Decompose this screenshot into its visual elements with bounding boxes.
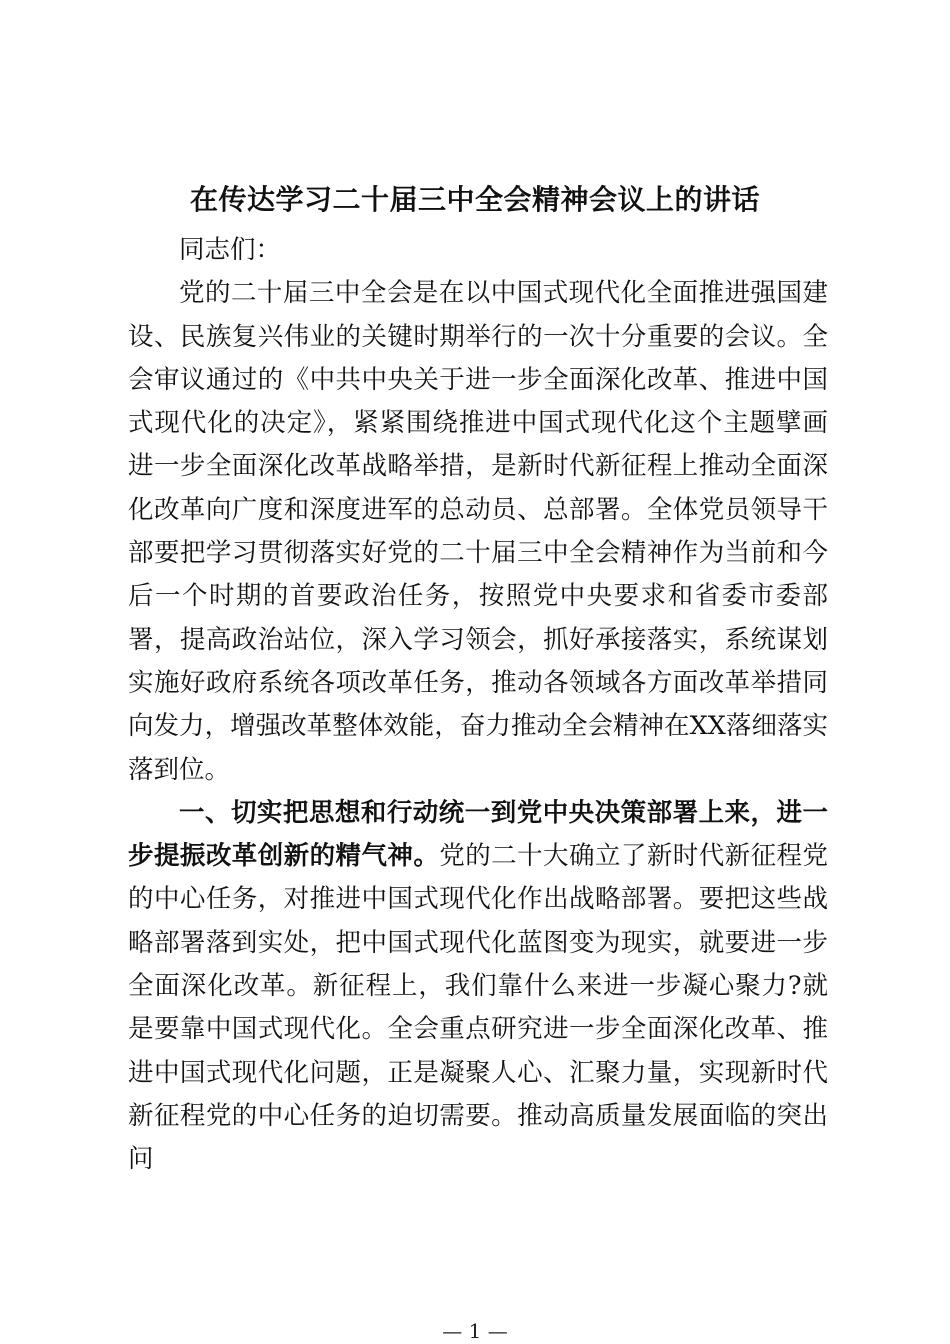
document-body — [128, 229, 828, 1182]
salutation: 同志们： — [179, 235, 282, 265]
paragraph-section-1 — [128, 792, 828, 1182]
section-1-text: 党的二十大确立了新时代新征程党的中心任务，对推进中国式现代化作出战略部署。要把这些战略部署落到实处，把中国式现代化蓝图变为现实，就要进一步全面深化改革。新征程上，我们靠什么来进一步凝心聚力?就是要靠中国式现代化。全会重点研究进一步全面深化改革、推进中国式现代化问题，正是凝聚人心、汇聚力量，实现新时代新征程党的中心任务的迫切需要。推动高质量发展面临的突出问 — [128, 841, 828, 1175]
paragraph-intro: 党的二十届三中全会是在以中国式现代化全面推进强国建设、民族复兴伟业的关键时期举行的一次十分重要的会议。全会审议通过的《中共中央关于进一步全面深化改革、推进中国式现代化的决定》，紧紧围绕推进中国式现代化这个主题擘画进一步全面深化改革战略举措，是新时代新征程上推动全面深化改革向广度和深度进军的总动员、总部署。全体党员领导干部要把学习贯彻落实好党的二十届三中全会精神作为当前和今后一个时期的首要政治任务，按照党中央要求和省委市委部署，提高政治站位，深入学习领会，抓好承接落实，系统谋划实施好政府系统各项改革任务，推动各领域各方面改革举措同向发力，增强改革整体效能，奋力推动全会精神在XX落细落实落到位。 — [128, 278, 828, 785]
section-1-heading: 一、切实把思想和行动统一到党中央决策部署上来，进一步提振改革创新的精气神。 — [128, 797, 828, 872]
document-title: 在传达学习二十届三中全会精神会议上的讲话 — [189, 183, 760, 216]
page-number: — 1 — — [442, 1319, 508, 1343]
